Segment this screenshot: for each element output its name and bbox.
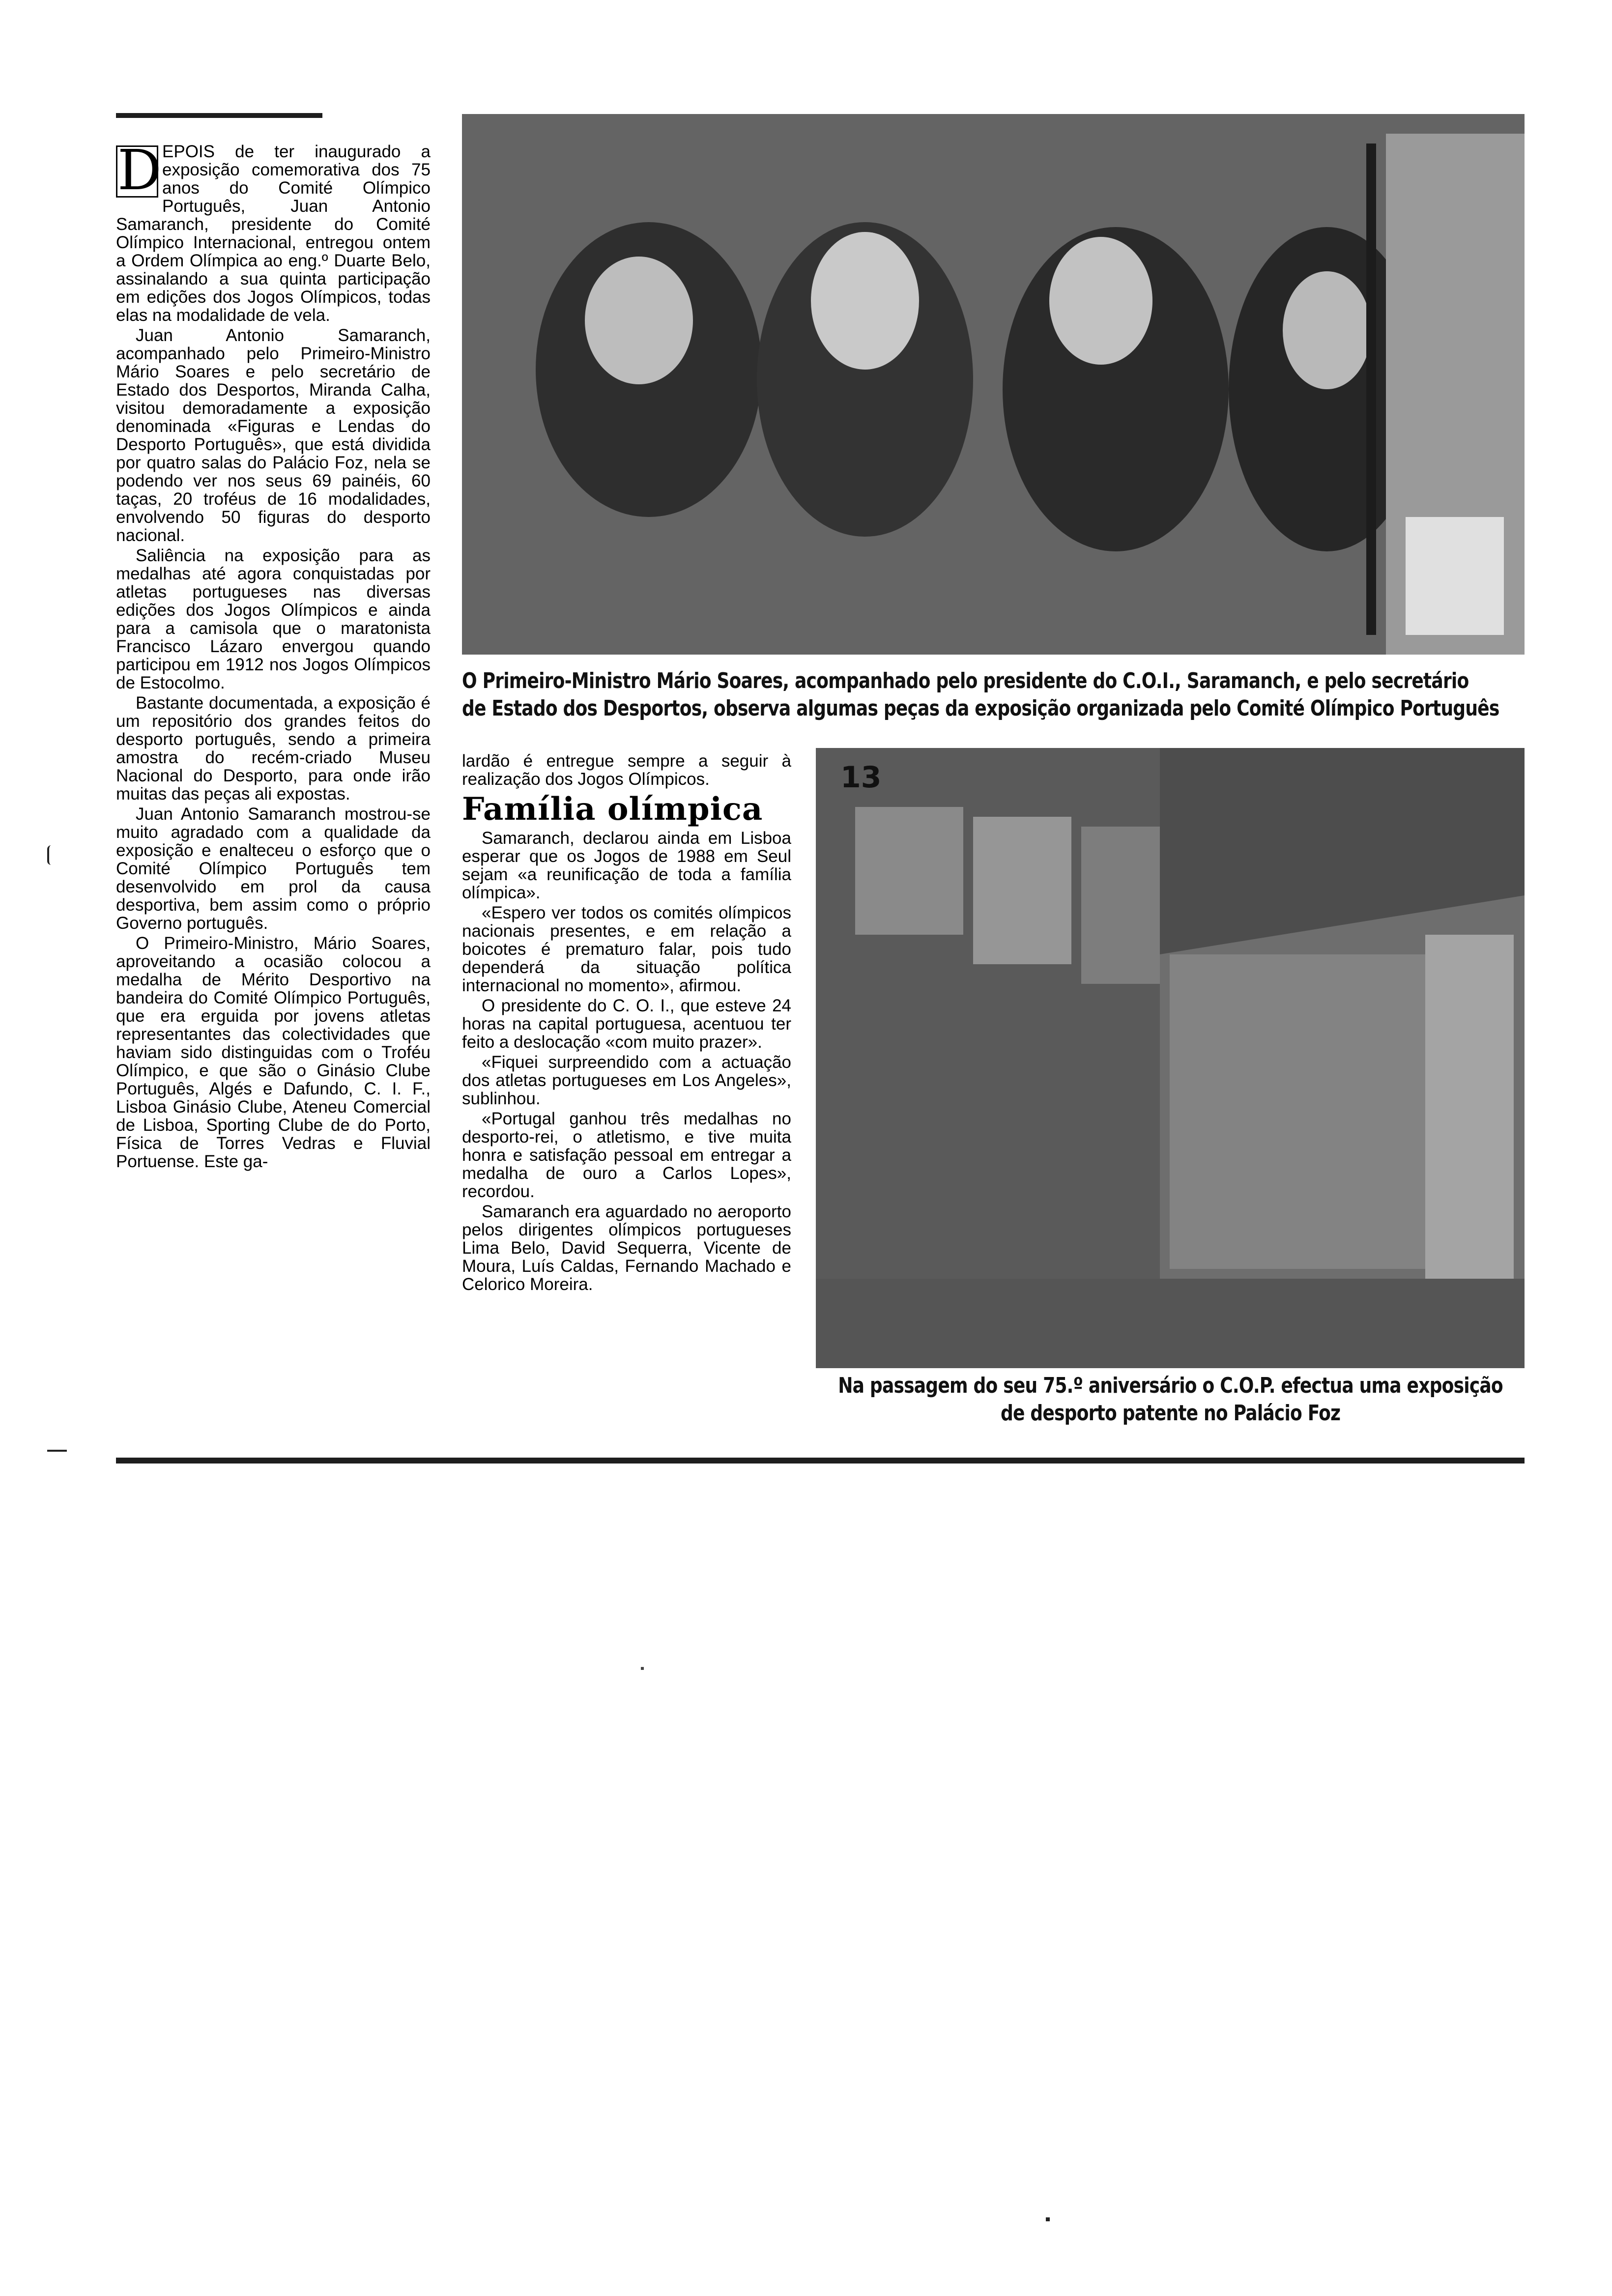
paragraph: EPOIS de ter inaugurado a exposição comemorativa dos 75 anos do Comité Olímpico Português, Juan Antonio Samaranch, presidente do Comité Olímpico Internacional, entregou ontem a Ordem Olímpica ao eng.º Duarte Belo, assinalando a sua quinta participação em edições dos Jogos Olímpicos, todas elas na modalidade de vela. — [116, 143, 431, 325]
photo-exhibition-room — [816, 748, 1525, 1368]
paragraph: Samaranch era aguardado no aeroporto pelos dirigentes olímpicos portugueses Lima Belo, David Sequerra, Vicente de Moura, Luís Caldas, Fernando Machado e Celorico Moreira. — [462, 1202, 791, 1294]
header-rule — [116, 113, 322, 118]
photo2-marker: 13 — [840, 760, 882, 795]
paragraph: Juan Antonio Samaranch mostrou-se muito agradado com a qualidade da exposição e enalteceu o esforço que o Comité Olímpico Português tem desenvolvido em prol da causa desportiva, bem assim como o próprio Governo português. — [116, 804, 431, 933]
paragraph: Samaranch, declarou ainda em Lisboa esperar que os Jogos de 1988 em Seul sejam «a reunificação de toda a família olímpica». — [462, 829, 791, 902]
photo2-caption — [816, 1372, 1525, 1427]
scan-mark — [47, 845, 55, 865]
subheadline: Família olímpica — [462, 791, 763, 828]
photo1-caption-line: de Estado dos Desportos, observa algumas peças da exposição organizada pelo Comité Olímpico Português — [462, 696, 1499, 721]
paragraph: «Portugal ganhou três medalhas no desporto-rei, o atletismo, e tive muita honra e satisfação pessoal em entregar a medalha de ouro a Carlos Lopes», recordou. — [462, 1109, 791, 1201]
scan-dot — [641, 1667, 644, 1670]
photo2-caption-line: de desporto patente no Palácio Foz — [1000, 1401, 1341, 1426]
paragraph: Bastante documentada, a exposição é um repositório dos grandes feitos do desporto português, sendo a primeira amostra do recém-criado Museu Nacional do Desporto, para onde irão muitas das peças ali expostas. — [116, 693, 431, 804]
middle-article-column — [462, 752, 791, 1450]
photo1-caption — [462, 667, 1499, 722]
paragraph: «Fiquei surpreendido com a actuação dos atletas portugueses em Los Angeles», sublinhou. — [462, 1053, 791, 1108]
photo1-caption-line: O Primeiro-Ministro Mário Soares, acompanhado pelo presidente do C.O.I., Saramanch, e pelo secretário — [462, 668, 1469, 693]
scan-mark — [47, 1450, 67, 1452]
paragraph: lardão é entregue sempre a seguir à realização dos Jogos Olímpicos. — [462, 752, 791, 789]
left-article-column — [116, 143, 431, 1460]
scan-dot — [1046, 2217, 1050, 2221]
photo-exhibition-room-image — [816, 748, 1525, 1368]
photo-ministers-visit — [462, 114, 1525, 655]
paragraph: O Primeiro-Ministro, Mário Soares, aproveitando a ocasião colocou a medalha de Mérito Desportivo na bandeira do Comité Olímpico Português, que era erguida por jovens atletas representantes das colectividades que haviam sido distinguidas com o Troféu Olímpico, e que são o Ginásio Clube Português, Algés e Dafundo, C. I. F., Lisboa Ginásio Clube, Ateneu Comercial de Lisboa, Sporting Clube de do Porto, Física de Torres Vedras e Fluvial Portuense. Este ga- — [116, 934, 431, 1171]
paragraph: Saliência na exposição para as medalhas até agora conquistadas por atletas portugueses nas diversas edições dos Jogos Olímpicos e ainda para a camisola que o maratonista Francisco Lázaro envergou quando participou em 1912 nos Jogos Olímpicos de Estocolmo. — [116, 546, 431, 692]
paragraph: Juan Antonio Samaranch, acompanhado pelo Primeiro-Ministro Mário Soares e pelo secretário de Estado dos Desportos, Miranda Calha, visitou demoradamente a exposição denominada «Figuras e Lendas do Desporto Português», que está dividida por quatro salas do Palácio Foz, nela se podendo ver nos seus 69 painéis, 60 taças, 20 troféus de 16 modalidades, envolvendo 50 figuras do desporto nacional. — [116, 326, 431, 545]
paragraph: «Espero ver todos os comités olímpicos nacionais presentes, e em relação a boicotes é prematuro falar, pois tudo dependerá da situação política internacional no momento», afirmou. — [462, 903, 791, 995]
dropcap: D — [116, 145, 158, 198]
bottom-rule — [116, 1458, 1525, 1464]
photo2-caption-line: Na passagem do seu 75.º aniversário o C.O.P. efectua uma exposição — [838, 1373, 1503, 1398]
paragraph: O presidente do C. O. I., que esteve 24 horas na capital portuguesa, acentuou ter feito a deslocação «com muito prazer». — [462, 996, 791, 1052]
photo-ministers-visit-image — [462, 114, 1525, 655]
